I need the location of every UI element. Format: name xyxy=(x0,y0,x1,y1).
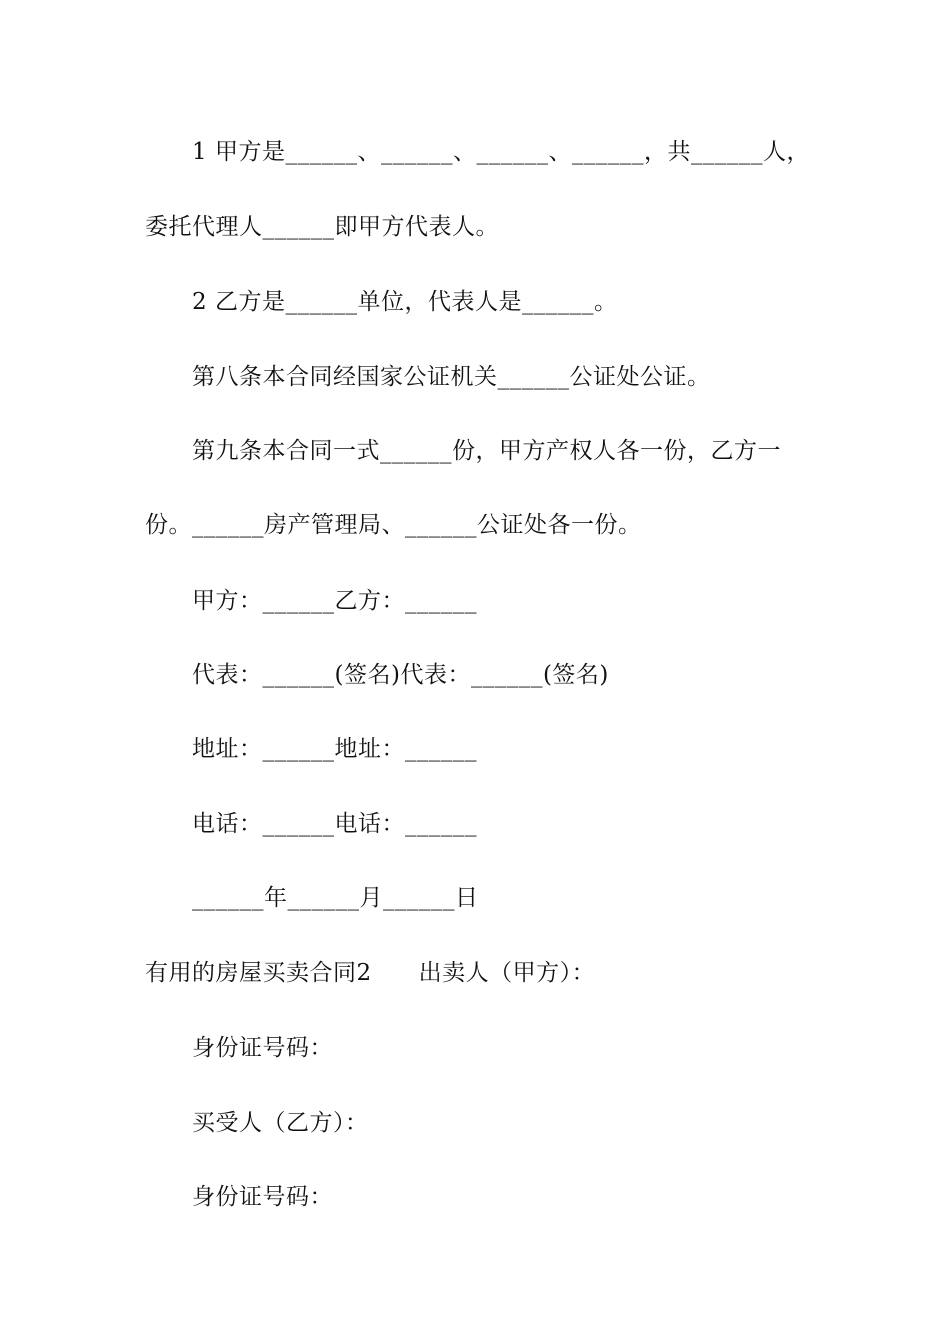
seller-id-number: 身份证号码： xyxy=(192,1035,333,1061)
signature-date: ______年______月______日 xyxy=(192,885,479,911)
article-eight: 第八条本合同经国家公证机关______公证处公证。 xyxy=(192,364,711,390)
signature-phones: 电话：______电话：______ xyxy=(192,811,477,837)
clause-party-b: 2 乙方是______单位，代表人是______。 xyxy=(192,289,618,315)
clause-party-a-agent: 委托代理人______即甲方代表人。 xyxy=(145,214,499,240)
contract-two-heading: 有用的房屋买卖合同2 出卖人（甲方）： xyxy=(145,960,596,986)
buyer-label: 买受人（乙方）： xyxy=(192,1110,369,1136)
signature-parties: 甲方：______乙方：______ xyxy=(192,588,477,614)
clause-party-a-members: 1 甲方是______、______、______、______，共______人， xyxy=(192,139,810,165)
signature-representatives: 代表：______(签名)代表：______(签名) xyxy=(192,662,609,688)
signature-addresses: 地址：______地址：______ xyxy=(192,736,477,762)
article-nine: 第九条本合同一式______份，甲方产权人各一份，乙方一 xyxy=(192,438,781,464)
buyer-id-number: 身份证号码： xyxy=(192,1184,333,1210)
article-nine-continued: 份。______房产管理局、______公证处各一份。 xyxy=(145,512,642,538)
